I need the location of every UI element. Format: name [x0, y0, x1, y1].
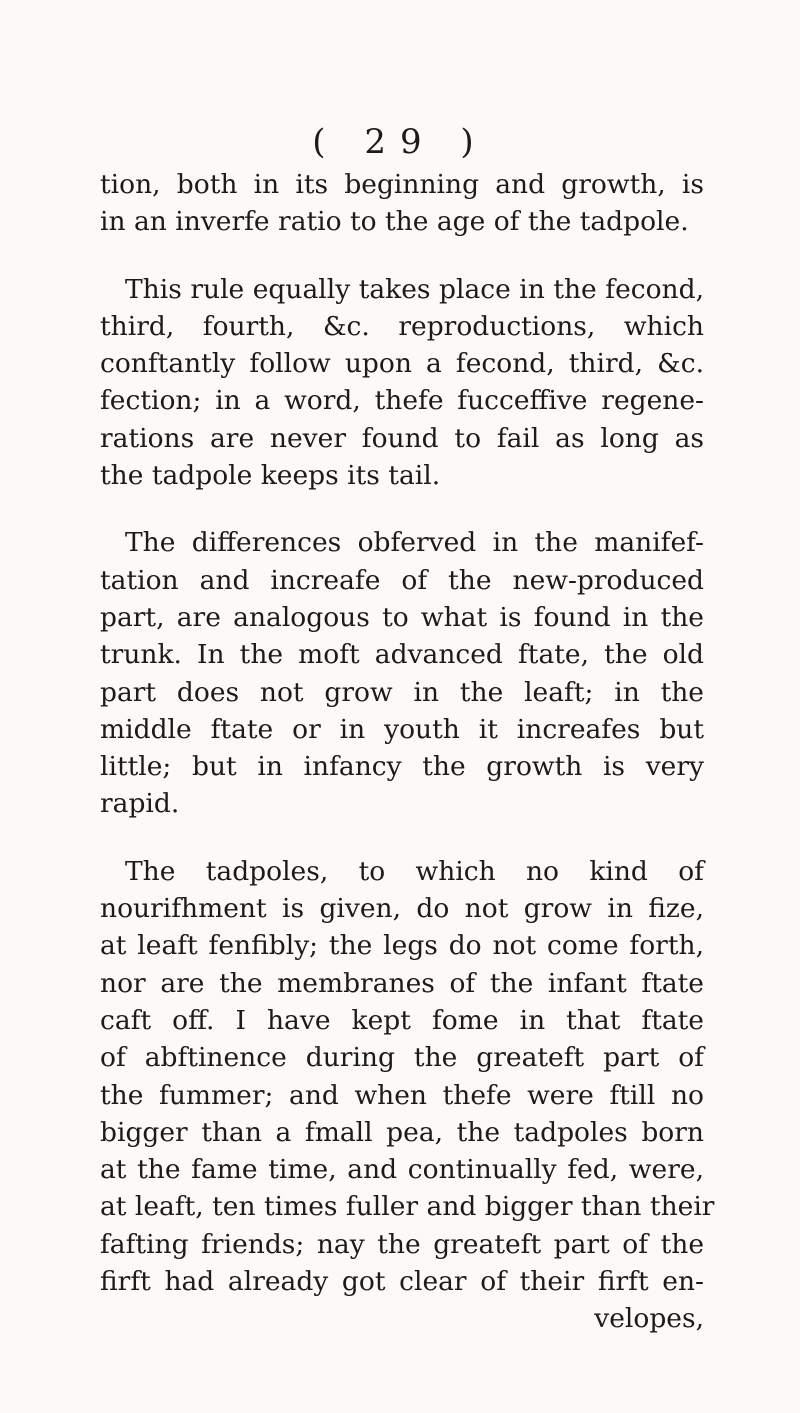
paragraph	[100, 166, 704, 241]
text-line: middle ftate or in youth it increafes but	[100, 713, 704, 745]
text-line: The tadpoles, to which no kind of	[125, 855, 704, 887]
text-line: This rule equally takes place in the fecond,	[125, 273, 704, 305]
text-line: tion, both in its beginning and growth, is	[100, 169, 704, 200]
text-line: caft off. I have kept fome in that ftate	[100, 1004, 704, 1036]
page-number: ( 29 )	[312, 122, 488, 162]
text-line: at leaft, ten times fuller and bigger than their	[100, 1191, 715, 1223]
paragraph	[100, 271, 704, 495]
text-line: bigger than a fmall pea, the tadpoles born	[100, 1116, 704, 1148]
text-line: nourifhment is given, do not grow in fize,	[100, 893, 704, 925]
text-line: conftantly follow upon a fecond, third, &c.	[100, 348, 704, 380]
text-line: rations are never found to fail as long as	[100, 422, 704, 454]
catchword: velopes,	[594, 1303, 704, 1335]
text-line: of abftinence during the greateft part of	[100, 1042, 704, 1074]
text-line: fafting friends; nay the greateft part of the	[100, 1228, 704, 1260]
paragraph	[100, 853, 715, 1301]
text-line: third, fourth, &c. reproductions, which	[100, 310, 704, 342]
text-line: firft had already got clear of their firft en-	[100, 1266, 704, 1298]
text-line: nor are the membranes of the infant ftate	[100, 967, 704, 999]
text-line: at the fame time, and continually fed, were,	[100, 1154, 704, 1186]
paragraph	[100, 524, 704, 822]
text-line: part, are analogous to what is found in the	[100, 601, 704, 633]
text-line: the fummer; and when thefe were ftill no	[100, 1079, 704, 1111]
text-line: fection; in a word, thefe fucceffive regene-	[100, 385, 704, 417]
text-line: at leaft fenfibly; the legs do not come forth,	[100, 930, 704, 962]
text-line: trunk. In the moft advanced ftate, the old	[100, 639, 704, 671]
text-line: the tadpole keeps its tail.	[100, 460, 441, 492]
text-line: rapid.	[100, 788, 180, 820]
text-line: part does not grow in the leaft; in the	[100, 676, 704, 708]
text-line: The differences obferved in the manifef-	[125, 527, 704, 559]
text-line: in an inverfe ratio to the age of the tadpole.	[100, 206, 689, 238]
text-line: tation and increafe of the new-produced	[100, 564, 704, 596]
body-text	[100, 166, 715, 1338]
text-line: little; but in infancy the growth is very	[100, 751, 704, 783]
